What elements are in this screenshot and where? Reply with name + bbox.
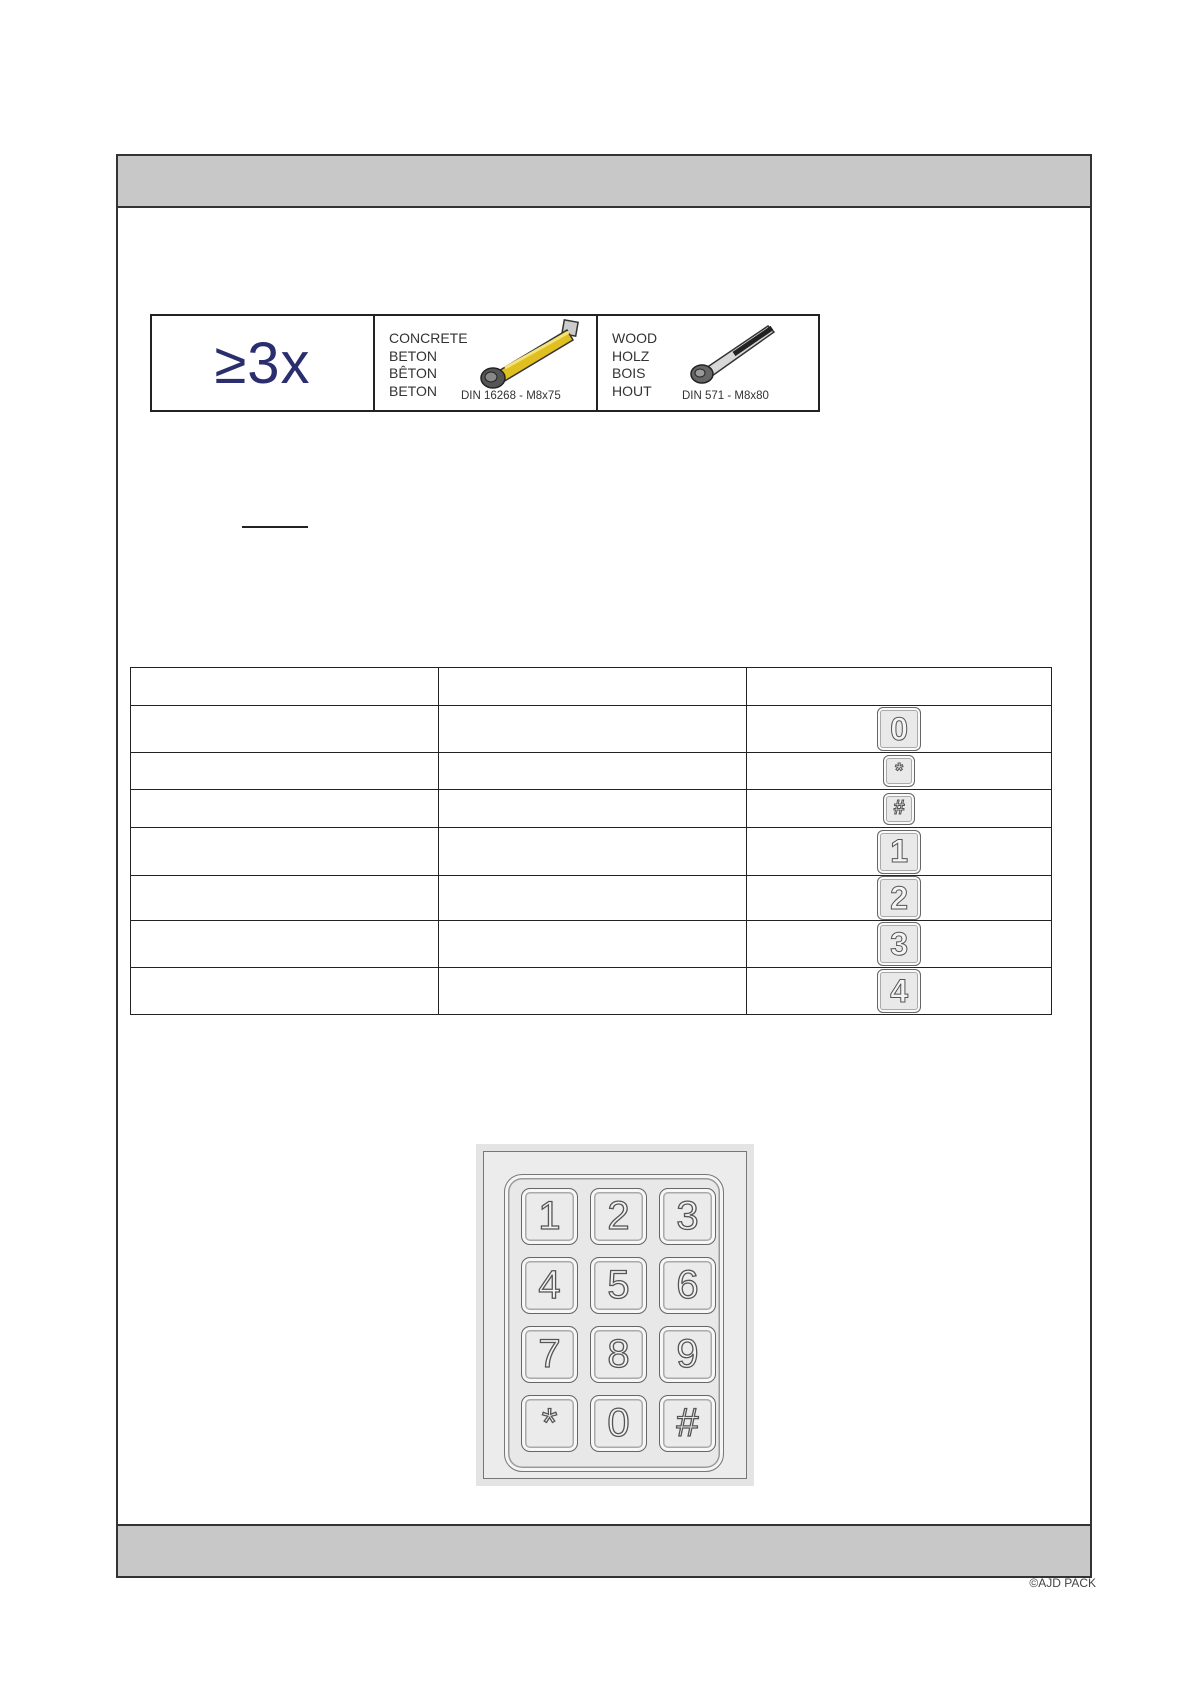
keypad-key-icon: * — [883, 755, 915, 787]
material-label: HOLZ — [612, 347, 650, 364]
table-cell — [438, 921, 747, 968]
material-label: BOIS — [612, 365, 646, 381]
header-band — [118, 156, 1090, 208]
keypad-key-star: * — [521, 1395, 578, 1452]
keypad-key-icon: 2 — [877, 876, 921, 920]
keypad-key-icon: 3 — [877, 922, 921, 966]
table-row — [131, 921, 1052, 968]
table-cell — [438, 968, 747, 1015]
wood-material-labels — [612, 330, 657, 400]
table-header-row — [131, 668, 1052, 706]
keypad-plate — [483, 1151, 747, 1479]
concrete-material-labels — [389, 330, 468, 400]
material-label: BETON — [389, 347, 437, 364]
table-row — [131, 828, 1052, 876]
material-label: BETON — [389, 382, 437, 399]
wood-screw-icon — [684, 320, 784, 386]
concrete-cell — [375, 316, 598, 410]
keypad-key-8: 8 — [590, 1326, 647, 1383]
keypad-key-2: 2 — [590, 1188, 647, 1245]
table-cell — [131, 668, 439, 706]
quantity-cell — [152, 316, 375, 410]
table-row — [131, 790, 1052, 828]
table-cell — [438, 828, 747, 876]
table-cell — [747, 668, 1052, 706]
key-cell — [747, 968, 1052, 1015]
keypad-key-icon: 4 — [877, 969, 921, 1013]
keypad-key-9: 9 — [659, 1326, 716, 1383]
table-cell — [131, 753, 439, 790]
quantity-label: ≥3x — [214, 330, 311, 396]
material-label: BÊTON — [389, 365, 437, 381]
key-cell — [747, 876, 1052, 921]
table-cell — [438, 753, 747, 790]
keypad-key-6: 6 — [659, 1257, 716, 1314]
table-cell — [131, 968, 439, 1015]
key-cell — [747, 790, 1052, 828]
keypad-key-1: 1 — [521, 1188, 578, 1245]
keypad-key-icon: 0 — [877, 707, 921, 751]
table-cell — [131, 876, 439, 921]
table-cell — [131, 706, 439, 753]
keypad-illustration — [476, 1144, 754, 1486]
underline-mark — [242, 526, 308, 528]
keypad-key-grid — [504, 1174, 724, 1472]
code-table — [130, 667, 1052, 1015]
fixing-requirements-box — [150, 314, 820, 412]
wood-cell — [598, 316, 818, 410]
concrete-screw-spec: DIN 16268 - M8x75 — [461, 390, 561, 402]
key-cell — [747, 753, 1052, 790]
keypad-key-hash: # — [659, 1395, 716, 1452]
keypad-key-7: 7 — [521, 1326, 578, 1383]
table-row — [131, 876, 1052, 921]
table-cell — [438, 790, 747, 828]
material-label: WOOD — [612, 330, 658, 346]
keypad-key-5: 5 — [590, 1257, 647, 1314]
table-row — [131, 706, 1052, 753]
key-cell — [747, 921, 1052, 968]
keypad-key-icon: 1 — [877, 830, 921, 874]
table-row — [131, 968, 1052, 1015]
keypad-key-0: 0 — [590, 1395, 647, 1452]
table-cell — [131, 828, 439, 876]
table-cell — [131, 921, 439, 968]
key-cell — [747, 706, 1052, 753]
concrete-screw-icon — [475, 318, 585, 390]
wood-screw-spec: DIN 571 - M8x80 — [682, 390, 769, 402]
keypad-key-3: 3 — [659, 1188, 716, 1245]
table-cell — [131, 790, 439, 828]
table-cell — [438, 876, 747, 921]
footer-band — [118, 1524, 1090, 1576]
material-label: HOUT — [612, 382, 652, 399]
keypad-key-4: 4 — [521, 1257, 578, 1314]
copyright-credit: ©AJD PACK — [1029, 1576, 1096, 1590]
table-cell — [438, 668, 747, 706]
table-cell — [438, 706, 747, 753]
material-label: CONCRETE — [389, 330, 468, 346]
keypad-key-icon: # — [883, 793, 915, 825]
key-cell — [747, 828, 1052, 876]
table-row — [131, 753, 1052, 790]
